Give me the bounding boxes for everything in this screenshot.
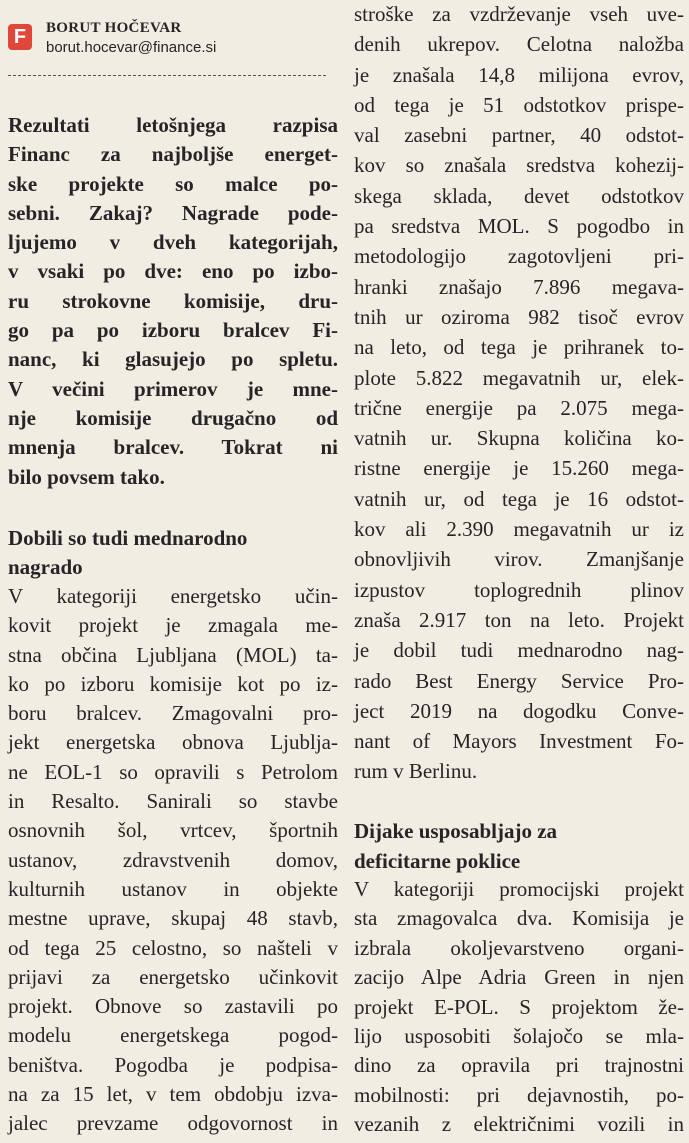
text-line: V kategoriji promocijski projekt bbox=[354, 877, 684, 901]
text-line: mestne uprave, skupaj 48 stavb, bbox=[8, 906, 338, 931]
text-line: mnenja bralcev. Tokrat ni bbox=[8, 435, 338, 460]
text-line: v vsaki po dve: eno po izbo- bbox=[8, 259, 338, 284]
text-line: sta zmagovalca dva. Komisija je bbox=[354, 906, 684, 931]
text-line: in Resalto. Sanirali so stavbe bbox=[8, 789, 338, 814]
text-line: prijavi za energetsko učinkovit bbox=[8, 964, 338, 989]
text-line: Dobili so tudi mednarodno bbox=[8, 526, 248, 550]
text-line: osnovnih šol, vrtcev, športnih bbox=[8, 818, 338, 843]
text-line: dino za opravila pri trajnostni bbox=[354, 1053, 684, 1078]
text-line: kulturnih ustanov in objekte bbox=[8, 876, 338, 901]
text-line: trične energije pa 2.075 mega- bbox=[354, 395, 684, 420]
section2-body bbox=[354, 875, 684, 1140]
text-line: od tega 25 celostno, so našteli v bbox=[8, 935, 338, 960]
text-line: ske projekte so malce po- bbox=[8, 171, 338, 196]
text-line: val zasebni partner, 40 odstot- bbox=[354, 123, 684, 148]
text-line: beništva. Pogodba je podpisa- bbox=[8, 1052, 338, 1077]
text-line: kovit projekt je zmagala me- bbox=[8, 613, 338, 638]
text-line: projekt E-POL. S projektom že- bbox=[354, 994, 684, 1019]
section-heading-students bbox=[354, 816, 684, 877]
text-line: jalec prevzame odgovornost in bbox=[8, 1111, 338, 1136]
text-line: vatnih ur. Skupna količina ko- bbox=[354, 426, 684, 451]
text-line: nagrado bbox=[8, 555, 83, 580]
text-line: Financ za najboljše energet- bbox=[8, 142, 338, 167]
text-line: modelu energetskega pogod- bbox=[8, 1023, 338, 1048]
text-line: na leto, od tega je prihranek to- bbox=[354, 335, 684, 360]
text-line: tnih ur oziroma 982 tisoč evrov bbox=[354, 304, 684, 329]
text-line: jekt energetska obnova Ljublja- bbox=[8, 730, 338, 755]
text-line: bilo povsem tako. bbox=[8, 464, 165, 489]
text-line: je dobil tudi mednarodno nag- bbox=[354, 638, 684, 663]
text-line: sebni. Zakaj? Nagrade pode- bbox=[8, 200, 338, 225]
text-line: pa sredstva MOL. S pogodbo in bbox=[354, 214, 684, 239]
text-line: mobilnosti: pri dejavnostih, po- bbox=[354, 1082, 684, 1107]
text-line: stroške za vzdrževanje vseh uve- bbox=[354, 2, 684, 26]
text-line: ljujemo v dveh kategorijah, bbox=[8, 230, 338, 255]
text-line: stna občina Ljubljana (MOL) ta- bbox=[8, 642, 338, 667]
text-line: projekt. Obnove so zastavili po bbox=[8, 994, 338, 1019]
text-line: ne EOL-1 so opravili s Petrolom bbox=[8, 759, 338, 784]
text-line: izbrala okoljevarstveno organi- bbox=[354, 935, 684, 960]
byline-divider bbox=[8, 75, 326, 76]
text-line: izpustov toplogrednih plinov bbox=[354, 577, 684, 602]
text-line: nanc, ki glasujejo po spletu. bbox=[8, 347, 338, 372]
text-line: ko po izboru komisije kot po iz- bbox=[8, 671, 338, 696]
text-line: deficitarne poklice bbox=[354, 849, 521, 874]
text-line: rado Best Energy Service Pro- bbox=[354, 668, 684, 693]
text-line: skega sklada, devet odstotkov bbox=[354, 183, 684, 208]
text-line: boru bralcev. Zmagovalni pro- bbox=[8, 701, 338, 726]
text-line: metodologijo zagotovljeni pri- bbox=[354, 244, 684, 269]
text-line: denih ukrepov. Celotna naložba bbox=[354, 32, 684, 57]
body-text-section2 bbox=[354, 875, 684, 1140]
text-line: Dijake usposabljajo za bbox=[354, 819, 558, 843]
text-line: kov so znašala sredstva kohezij- bbox=[354, 153, 684, 178]
text-line: hranki znašajo 7.896 megava- bbox=[354, 274, 684, 299]
author-email[interactable]: borut.hocevar@finance.si bbox=[46, 39, 217, 56]
text-line: znaša 2.917 ton na leto. Projekt bbox=[354, 607, 684, 632]
finance-logo-icon: F bbox=[8, 24, 32, 50]
text-line: obnovljivih virov. Zmanjšanje bbox=[354, 547, 684, 572]
text-line: ject 2019 na dogodku Conve- bbox=[354, 698, 684, 723]
text-line: vezanih z električnimi vozili in bbox=[354, 1112, 684, 1137]
text-line: nje komisije drugačno od bbox=[8, 405, 338, 430]
text-line: rum v Berlinu. bbox=[354, 759, 478, 784]
text-line: plote 5.822 megavatnih ur, elek- bbox=[354, 365, 684, 390]
text-line: lijo usposobiti šolajočo se mla- bbox=[354, 1023, 684, 1048]
text-line: go pa po izboru bralcev Fi- bbox=[8, 318, 338, 343]
text-line: zacijo Alpe Adria Green in njen bbox=[354, 965, 684, 990]
text-line: ristne energije je 15.260 mega- bbox=[354, 456, 684, 481]
text-line: Rezultati letošnjega razpisa bbox=[8, 113, 338, 137]
text-line: nant of Mayors Investment Fo- bbox=[354, 729, 684, 754]
text-line: ru strokovne komisije, dru- bbox=[8, 288, 338, 313]
text-line: na za 15 let, v tem obdobju izva- bbox=[8, 1082, 338, 1107]
text-line: V kategoriji energetsko učin- bbox=[8, 584, 338, 608]
text-line: je znašala 14,8 milijona evrov, bbox=[354, 62, 684, 87]
body-text-left bbox=[8, 582, 338, 1139]
text-line: od tega je 51 odstotkov prispe- bbox=[354, 92, 684, 117]
text-line: vatnih ur, od tega je 16 odstot- bbox=[354, 486, 684, 511]
lead-paragraph bbox=[8, 111, 338, 492]
section-heading-international-award bbox=[8, 524, 338, 583]
text-line: V večini primerov je mne- bbox=[8, 376, 338, 401]
text-line: ustanov, zdravstvenih domov, bbox=[8, 847, 338, 872]
body-text-right bbox=[354, 0, 684, 787]
author-name: BORUT HOČEVAR bbox=[46, 20, 182, 36]
text-line: kov ali 2.390 megavatnih ur iz bbox=[354, 517, 684, 542]
